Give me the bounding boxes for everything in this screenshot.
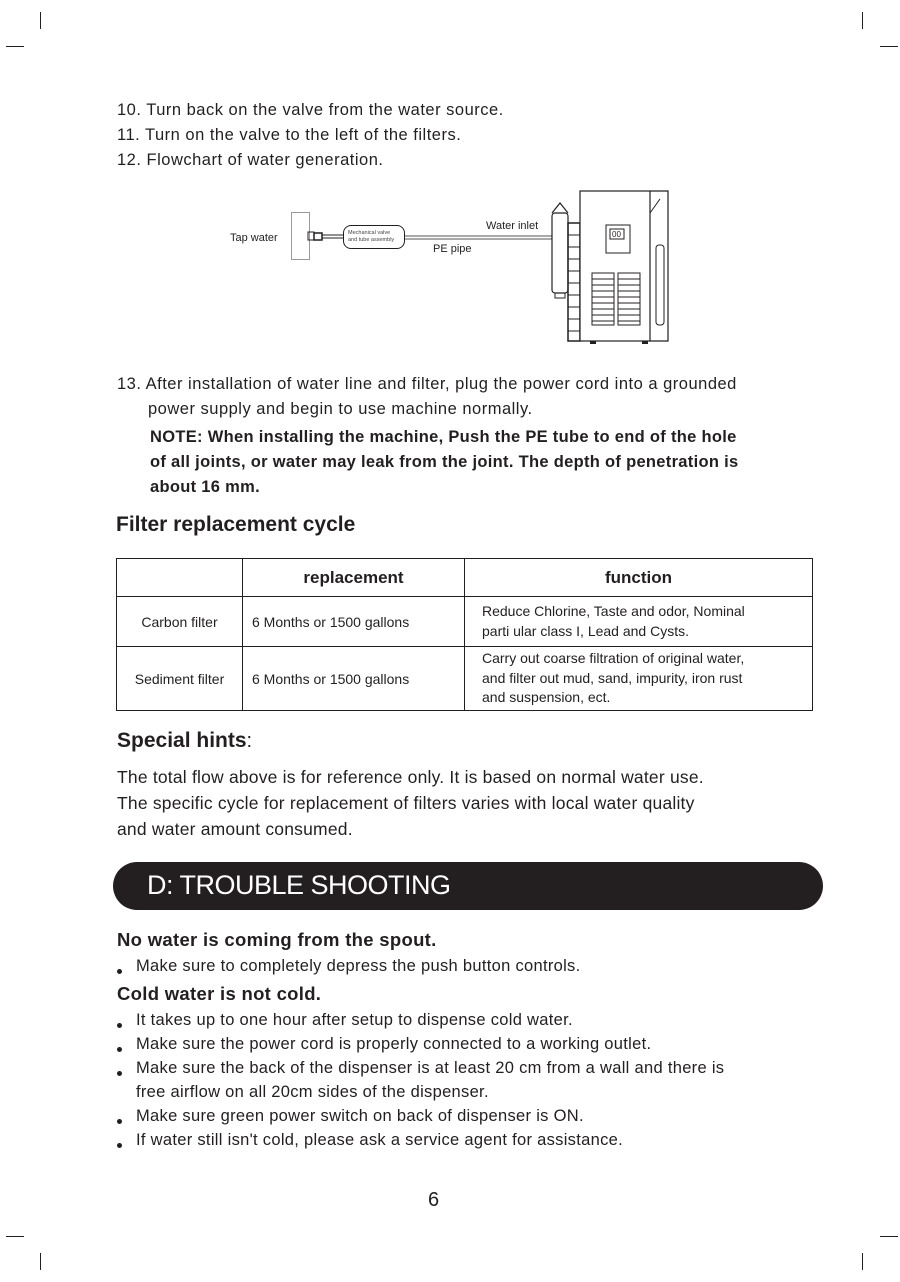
step-13-line1: 13. After installation of water line and filter, plug the power cord into a grounded — [117, 375, 737, 393]
filter-replacement: 6 Months or 1500 gallons — [243, 647, 465, 711]
function-line: Reduce Chlorine, Taste and odor, Nominal — [482, 603, 745, 619]
crop-mark-top-right-v — [862, 12, 863, 29]
hints-line1: The total flow above is for reference only. It is based on normal water use. — [117, 767, 704, 787]
crop-mark-bottom-left-v — [40, 1253, 41, 1270]
step-10: 10. Turn back on the valve from the water source. — [117, 101, 504, 119]
header-replacement: replacement — [243, 559, 465, 597]
filter-name: Carbon filter — [117, 597, 243, 647]
bullet-icon — [117, 1119, 122, 1124]
table-header-row — [117, 559, 813, 597]
filter-name: Sediment filter — [117, 647, 243, 711]
function-line: and filter out mud, sand, impurity, iron rust — [482, 669, 743, 686]
function-line: Carry out coarse filtration of original water, — [482, 650, 745, 667]
tap-water-label: Tap water — [230, 232, 278, 244]
special-hints-colon: : — [246, 730, 253, 752]
header-function: function — [465, 559, 813, 597]
page-number: 6 — [428, 1189, 440, 1211]
bullet-icon — [117, 1071, 122, 1076]
crop-mark-bottom-left-h — [6, 1236, 24, 1237]
bullet-icon — [117, 1047, 122, 1052]
water-flow-diagram — [220, 185, 680, 360]
valve-label-line2: and tube assembly — [348, 237, 395, 243]
filter-function — [465, 597, 813, 647]
step-12: 12. Flowchart of water generation. — [117, 151, 384, 169]
step-13-line2: power supply and begin to use machine normally. — [148, 400, 533, 418]
function-line: and suspension, ect. — [482, 689, 611, 706]
issue-heading-not-cold: Cold water is not cold. — [117, 983, 322, 1004]
valve-label-line1: Mechanical valve — [348, 230, 391, 236]
filter-replacement: 6 Months or 1500 gallons — [243, 597, 465, 647]
water-dispenser-icon — [550, 185, 680, 360]
table-row — [117, 647, 813, 711]
crop-mark-top-left-v — [40, 12, 41, 29]
pe-pipe-label: PE pipe — [433, 243, 472, 255]
crop-mark-bottom-right-h — [880, 1236, 898, 1237]
pe-pipe-line — [405, 233, 555, 243]
special-hints-title: Special hints — [117, 729, 247, 752]
troubleshooting-title: D: TROUBLE SHOOTING — [147, 870, 451, 900]
water-inlet-label: Water inlet — [486, 220, 539, 232]
troubleshooting-banner — [113, 862, 823, 910]
list-item-continuation: free airflow on all 20cm sides of the dispenser. — [136, 1083, 489, 1101]
header-empty — [117, 559, 243, 597]
svg-text:00: 00 — [612, 230, 621, 239]
filter-replacement-table — [116, 558, 813, 711]
crop-mark-top-right-h — [880, 46, 898, 47]
note-line3: about 16 mm. — [150, 478, 260, 496]
hints-line2: The specific cycle for replacement of filters varies with local water quality — [117, 793, 695, 813]
filter-function — [465, 647, 813, 711]
bullet-icon — [117, 1023, 122, 1028]
step-11: 11. Turn on the valve to the left of the filters. — [117, 126, 462, 144]
bullet-icon — [117, 1143, 122, 1148]
tap-connector-icon — [306, 227, 346, 247]
bullet-icon — [117, 969, 122, 974]
function-line: parti ular class I, Lead and Cysts. — [482, 622, 689, 639]
note-line2: of all joints, or water may leak from the joint. The depth of penetration is — [150, 453, 739, 471]
crop-mark-top-left-h — [6, 46, 24, 47]
table-row — [117, 597, 813, 647]
mechanical-valve-box — [343, 225, 405, 249]
issue-heading-no-water: No water is coming from the spout. — [117, 929, 437, 950]
crop-mark-bottom-right-v — [862, 1253, 863, 1270]
special-hints-heading — [117, 729, 252, 753]
hints-line3: and water amount consumed. — [117, 819, 353, 839]
note-line1: NOTE: When installing the machine, Push the PE tube to end of the hole — [150, 428, 737, 446]
filter-section-title: Filter replacement cycle — [116, 513, 356, 536]
